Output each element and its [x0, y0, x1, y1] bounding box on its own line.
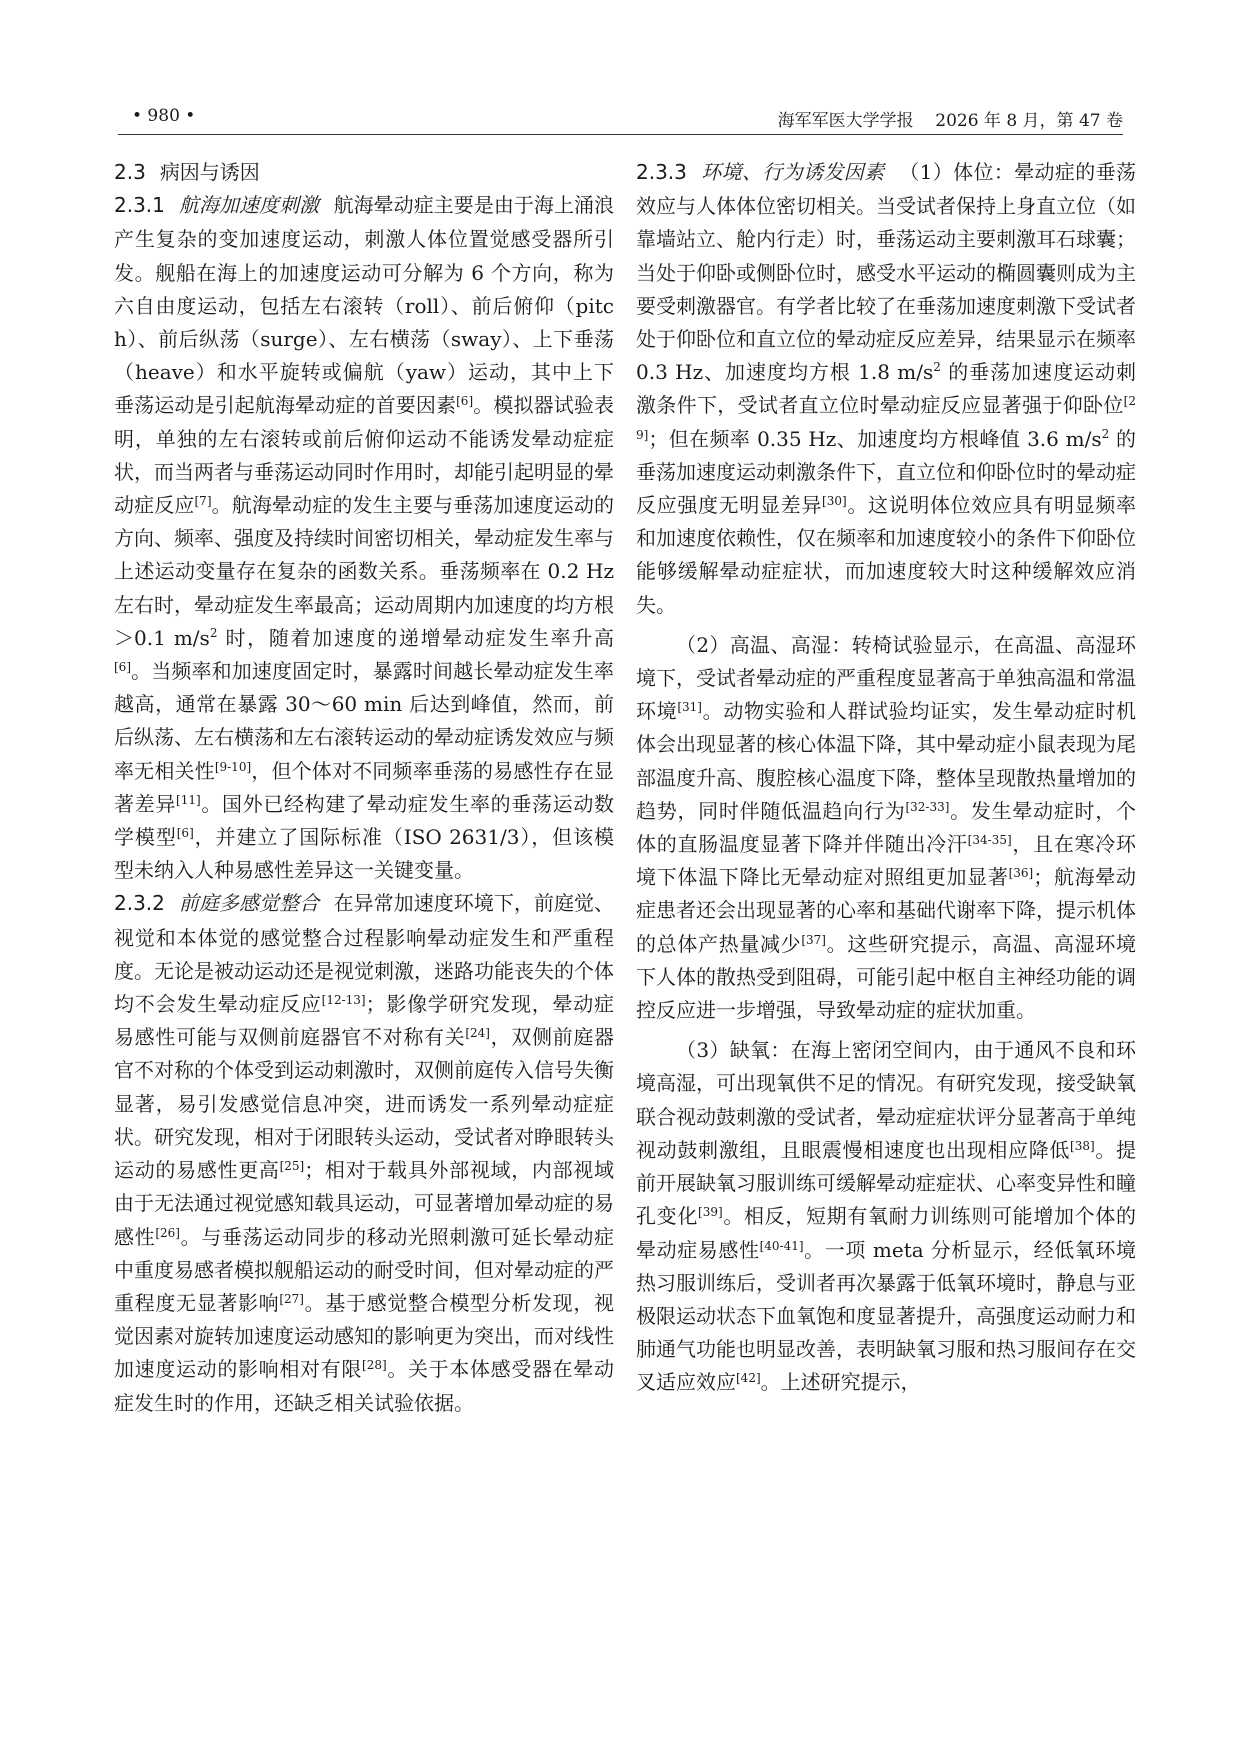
citation: [38]: [1070, 1138, 1095, 1153]
section-heading: 2.3 病因与诱因: [114, 160, 260, 184]
paragraph-heat-humidity: （2）高温、高湿：转椅试验显示，在高温、高湿环境下，受试者晕动症的严重程度显著高于单独高温和常温环境[31]。动物实验和人群试验均证实，发生晕动症时机体会出现显著的核心体温下降，其中晕动症小鼠表现为尾部温度升高、腹腔核心温度下降，整体呈现散热量增加的趋势，同时伴随低温趋向行为[32-33]。发生晕动症时，个体的直肠温度显著下降并伴随出冷汗[34-35]，且在寒冷环境下体温下降比无晕动症对照组更加显著[36]；航海晕动症患者还会出现显著的心率和基础代谢率下降，提示机体的总体产热量减少[37]。这些研究提示，高温、高湿环境下人体的散热受到阻碍，可能引起中枢自主神经功能的调控反应进一步增强，导致晕动症的症状加重。: [636, 632, 1137, 1023]
citation: [12-13]: [321, 993, 366, 1008]
running-header: [118, 100, 1123, 135]
subsection-title: 环境、行为诱发因素: [700, 162, 885, 184]
exponent: 2: [209, 625, 218, 640]
citation: [6]: [114, 660, 131, 675]
subsection-title: 航海加速度刺激: [178, 195, 320, 218]
citation: [6]: [176, 826, 194, 841]
citation: [42]: [736, 1371, 761, 1386]
citation: [9-10]: [214, 759, 252, 774]
citation: [11]: [176, 792, 201, 807]
paragraph-hypoxia: （3）缺氧：在海上密闭空间内，由于通风不良和环境高湿，可出现氧供不足的情况。有研究发现，接受缺氧联合视动鼓刺激的受试者，晕动症症状评分显著高于单纯视动鼓刺激组，且眼震慢相速度也出现相应降低[38]。提前开展缺氧习服训练可缓解晕动症症状、心率变异性和瞳孔变化[39]。相反，短期有氧耐力训练则可能增加个体的晕动症易感性[40-41]。一项 meta 分析显示，经低氧环境热习服训练后，受训者再次暴露于低氧环境时，静息与亚极限运动状态下血氧饱和度显著提升，高强度运动耐力和肺通气功能也明显改善，表明缺氧习服和热习服间存在交叉适应效应[42]。上述研究提示，: [636, 1038, 1137, 1395]
journal-issue: [778, 106, 1123, 131]
citation: [26]: [155, 1225, 180, 1240]
citation: [34-35]: [967, 833, 1012, 848]
subsection-number: 2.3.3: [636, 160, 687, 184]
page-number: • 980 •: [132, 106, 196, 126]
left-column: [114, 156, 614, 1420]
issue-info: 2026 年 8 月，第 47 卷: [935, 111, 1123, 131]
citation: [31]: [677, 700, 702, 715]
citation: [28]: [362, 1358, 387, 1373]
citation: [32-33]: [905, 799, 950, 814]
citation: [39]: [698, 1205, 723, 1220]
exponent: 2: [933, 360, 941, 375]
paragraph-2-3-1: 2.3.1 航海加速度刺激 航海晕动症主要是由于海上涌浪产生复杂的变加速度运动，刺激人体位置觉感受器所引发。舰船在海上的加速度运动可分解为 6 个方向，称为六自由度运动，包括左右滚转（roll）、前后俯仰（pitch）、前后纵荡（surge）、左右横荡（sway）、上下垂荡（heave）和水平旋转或偏航（yaw）运动，其中上下垂荡运动是引起航海晕动症的首要因素[6]。模拟器试验表明，单独的左右滚转或前后俯仰运动不能诱发晕动症症状，而当两者与垂荡运动同时作用时，却能引起明显的晕动症反应[7]。航海晕动症的发生主要与垂荡加速度运动的方向、频率、强度及持续时间密切相关，晕动症发生率与上述运动变量存在复杂的函数关系。垂荡频率在 0.2 Hz 左右时，晕动症发生率最高；运动周期内加速度的均方根＞0.1 $m/s^2$ 时，随着加速度的递增晕动症发生率升高[6]。当频率和加速度固定时，暴露时间越长晕动症发生率越高，通常在暴露 30～60 min 后达到峰值，然而，前后纵荡、左右横荡和左右滚转运动的晕动症诱发效应与频率无相关性[9-10]，但个体对不同频率垂荡的易感性存在显著差异[11]。国外已经构建了晕动症发生率的垂荡运动数学模型[6]，并建立了国际标准（ISO 2631/3），但该模型未纳入人种易感性差异这一关键变量。: [114, 193, 615, 883]
journal-name: 海军军医大学学报: [777, 111, 914, 131]
citation: [24]: [465, 1026, 490, 1041]
citation: [40-41]: [759, 1238, 804, 1253]
citation: [6]: [456, 394, 474, 409]
paragraph-2-3-3-posture: 2.3.3 环境、行为诱发因素 （1）体位：晕动症的垂荡效应与人体体位密切相关。当受试者保持上身直立位（如靠墙站立、舱内行走）时，垂荡运动主要刺激耳石球囊；当处于仰卧或侧卧位时，感受水平运动的椭圆囊则成为主要受刺激器官。有学者比较了在垂荡加速度刺激下受试者处于仰卧位和直立位的晕动症反应差异，结果显示在频率 0.3 Hz、加速度均方根 1.8 $m/s^2$ 的垂荡加速度运动刺激条件下，受试者直立位时晕动症反应显著强于仰卧位[29]；但在频率 0.35 Hz、加速度均方根峰值 3.6 $m/s^2$ 的垂荡加速度运动刺激条件下，直立位和仰卧位时的晕动症反应强度无明显差异[30]。这说明体位效应具有明显频率和加速度依赖性，仅在频率和加速度较小的条件下仰卧位能够缓解晕动症症状，而加速度较大时这种缓解效应消失。: [636, 160, 1137, 617]
citation: [25]: [279, 1159, 305, 1174]
subsection-number: 2.3.2: [114, 891, 165, 916]
citation: [37]: [801, 932, 826, 947]
citation: [7]: [194, 494, 212, 509]
exponent: 2: [1101, 426, 1110, 441]
subsection-title: 前庭多感觉整合: [178, 893, 320, 916]
citation: [27]: [279, 1291, 304, 1306]
citation: [36]: [1008, 866, 1034, 881]
right-column: [636, 156, 1136, 1400]
subsection-number: 2.3.1: [114, 193, 165, 218]
citation: [29]: [636, 394, 1136, 442]
paragraph-2-3-2: 2.3.2 前庭多感觉整合 在异常加速度环境下，前庭觉、视觉和本体觉的感觉整合过程影响晕动症发生和严重程度。无论是被动运动还是视觉刺激，迷路功能丧失的个体均不会发生晕动症反应[12-13]；影像学研究发现，晕动症易感性可能与双侧前庭器官不对称有关[24]，双侧前庭器官不对称的个体受到运动刺激时，双侧前庭传入信号失衡显著，易引发感觉信息冲突，进而诱发一系列晕动症症状。研究发现，相对于闭眼转头运动，受试者对睁眼转头运动的易感性更高[25]；相对于载具外部视域，内部视域由于无法通过视觉感知载具运动，可显著增加晕动症的易感性[26]。与垂荡运动同步的移动光照刺激可延长晕动症中重度易感者模拟舰船运动的耐受时间，但对晕动症的严重程度无显著影响[27]。基于感觉整合模型分析发现，视觉因素对旋转加速度运动感知的影响更为突出，而对线性加速度运动的影响相对有限[28]。关于本体感受器在晕动症发生时的作用，还缺乏相关试验依据。: [114, 891, 615, 1415]
citation: [30]: [822, 494, 847, 509]
